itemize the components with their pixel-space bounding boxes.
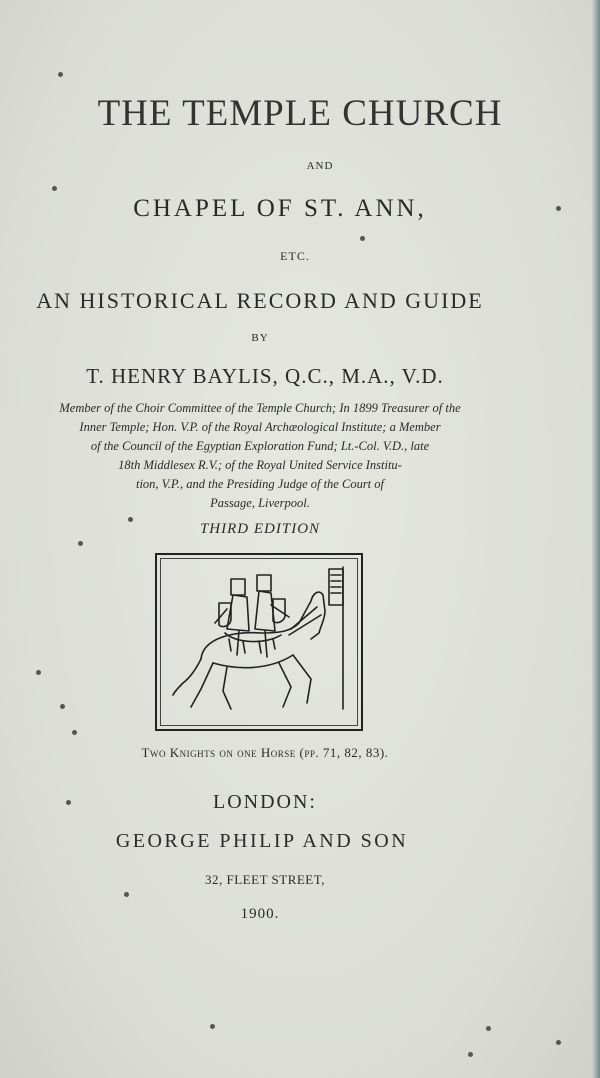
credential-line: 18th Middlesex R.V.; of the Royal United Service Institu-: [118, 458, 402, 472]
publication-year: 1900.: [240, 906, 280, 922]
credential-line: tion, V.P., and the Presiding Judge of the Court of: [135, 477, 385, 491]
paper-speck: [78, 541, 83, 546]
paper-speck: [486, 1026, 491, 1031]
knights-on-horse-engraving: [161, 559, 357, 725]
by-label: BY: [251, 332, 269, 344]
publisher-address: 32, FLEET STREET,: [205, 872, 325, 887]
book-subtitle: CHAPEL OF ST. ANN,: [133, 195, 427, 222]
knights-seal-illustration: [155, 553, 363, 731]
illustration-frame: [160, 558, 358, 726]
paper-speck: [60, 704, 65, 709]
conjunction-and: AND: [306, 160, 334, 172]
paper-speck: [36, 670, 41, 675]
credential-line: Passage, Liverpool.: [210, 496, 310, 510]
paper-speck: [124, 892, 129, 897]
paper-speck: [556, 1040, 561, 1045]
credential-line: Inner Temple; Hon. V.P. of the Royal Archæological Institute; a Member: [79, 420, 441, 434]
illustration-caption: Two Knights on one Horse (pp. 71, 82, 83).: [141, 745, 389, 760]
author-credentials: [0, 399, 530, 513]
paper-speck: [210, 1024, 215, 1029]
paper-speck: [128, 517, 133, 522]
paper-speck: [52, 186, 57, 191]
record-subtitle: AN HISTORICAL RECORD AND GUIDE: [36, 288, 484, 313]
paper-speck: [556, 206, 561, 211]
etc-label: ETC.: [280, 249, 310, 263]
credential-line: Member of the Choir Committee of the Temple Church; In 1899 Treasurer of the: [59, 401, 461, 415]
credential-line: of the Council of the Egyptian Exploration Fund; Lt.-Col. V.D., late: [90, 439, 430, 453]
edition-label: THIRD EDITION: [199, 521, 321, 537]
paper-speck: [66, 800, 71, 805]
paper-speck: [72, 730, 77, 735]
author-name: T. HENRY BAYLIS, Q.C., M.A., V.D.: [86, 364, 444, 388]
book-title: THE TEMPLE CHURCH: [97, 93, 503, 134]
paper-speck: [58, 72, 63, 77]
publication-city: LONDON:: [213, 791, 317, 813]
paper-speck: [360, 236, 365, 241]
paper-speck: [468, 1052, 473, 1057]
publisher-name: GEORGE PHILIP AND SON: [115, 830, 409, 852]
